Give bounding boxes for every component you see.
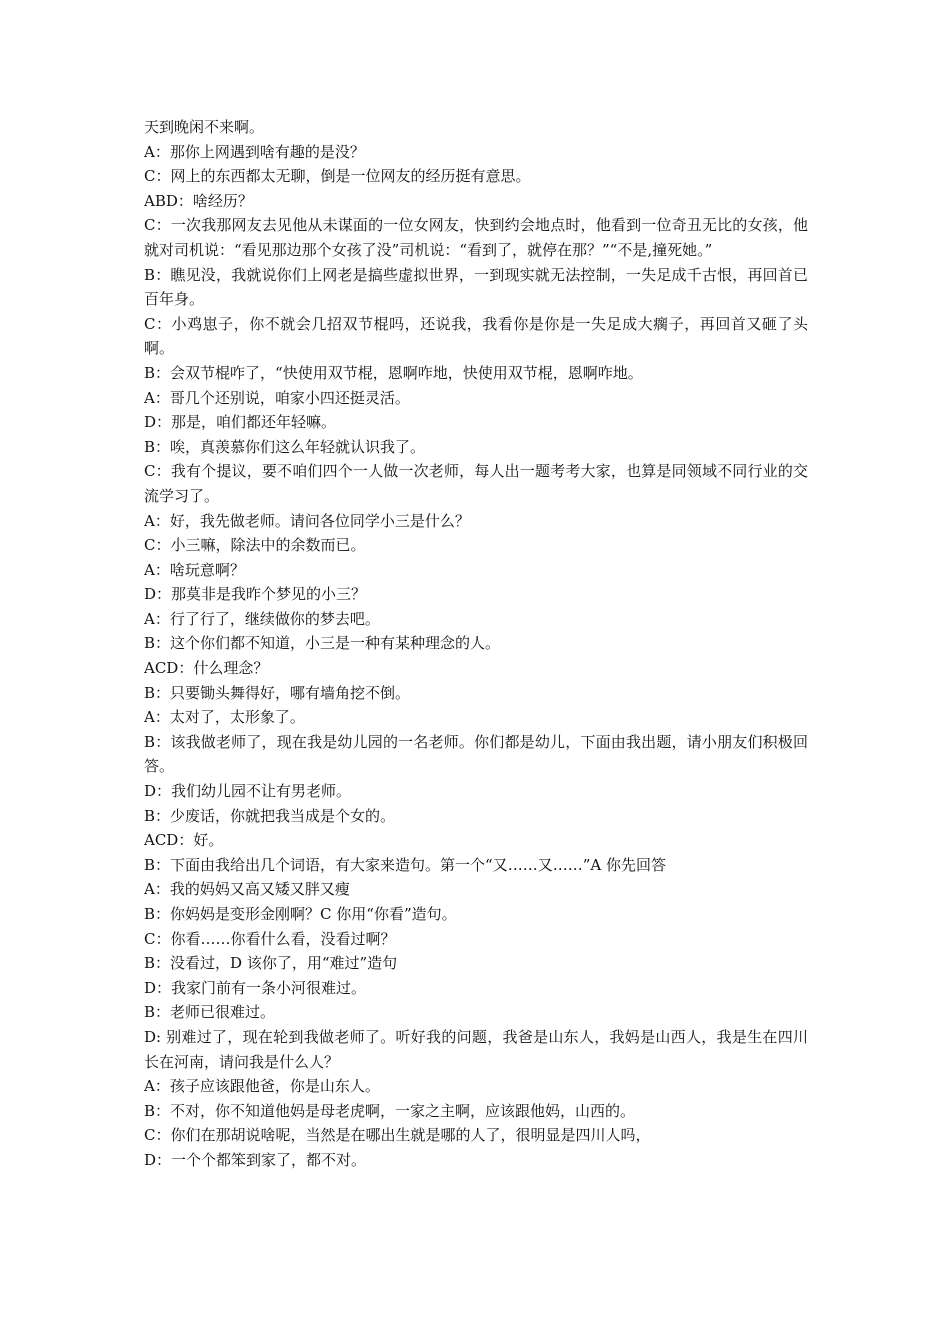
dialogue-line: A：我的妈妈又高又矮又胖又瘦 — [144, 880, 350, 899]
dialogue-line: ACD：好。 — [144, 831, 224, 850]
dialogue-line: C：小三嘛，除法中的余数而已。 — [144, 536, 366, 555]
dialogue-line: C：我有个提议，要不咱们四个一人做一次老师，每人出一题考考大家，也算是同领域不同行业的交流学习了。 — [144, 462, 808, 505]
dialogue-line: D：一个个都笨到家了，都不对。 — [144, 1150, 367, 1169]
dialogue-line: B：该我做老师了，现在我是幼儿园的一名老师。你们都是幼儿，下面由我出题，请小朋友们积极回答。 — [144, 732, 808, 776]
dialogue-line: A：那你上网遇到啥有趣的是没？ — [144, 142, 365, 161]
dialogue-line: 天到晚闲不来啊。 — [144, 118, 265, 136]
dialogue-line: A：好，我先做老师。请问各位同学小三是什么？ — [144, 511, 470, 530]
dialogue-line: D：我们幼儿园不让有男老师。 — [144, 782, 352, 801]
dialogue-line: B：唉，真羡慕你们这么年轻就认识我了。 — [144, 437, 426, 456]
dialogue-line: C：你们在那胡说啥呢，当然是在哪出生就是哪的人了，很明显是四川人吗， — [144, 1126, 651, 1145]
dialogue-line: B：下面由我给出几个词语，有大家来造句。第一个“又……又……”A 你先回答 — [144, 855, 666, 874]
dialogue-line: A：哥几个还别说，咱家小四还挺灵活。 — [144, 388, 410, 407]
dialogue-line: C：你看……你看什么看，没看过啊？ — [144, 929, 396, 948]
dialogue-line: ABD：啥经历？ — [144, 191, 253, 210]
dialogue-line: D：那是，咱们都还年轻嘛。 — [144, 413, 337, 432]
dialogue-line: B：这个你们都不知道，小三是一种有某种理念的人。 — [144, 634, 501, 653]
dialogue-line: B：没看过，D 该你了，用“难过”造句 — [144, 954, 398, 973]
dialogue-line: A：啥玩意啊？ — [144, 560, 245, 579]
dialogue-line: C：小鸡崽子，你不就会几招双节棍吗，还说我，我看你是你是一失足成大瘸子，再回首又砸了头啊。 — [144, 314, 808, 358]
dialogue-line: B：只要锄头舞得好，哪有墙角挖不倒。 — [144, 683, 411, 702]
document-body — [144, 115, 808, 1173]
dialogue-line: D：那莫非是我昨个梦见的小三？ — [144, 585, 367, 604]
dialogue-line: A：孩子应该跟他爸，你是山东人。 — [144, 1077, 380, 1096]
dialogue-line: A：行了行了，继续做你的梦去吧。 — [144, 609, 380, 628]
dialogue-line: D: 别难过了，现在轮到我做老师了。听好我的问题，我爸是山东人，我妈是山西人，我是生在四川长在河南，请问我是什么人？ — [144, 1027, 808, 1071]
dialogue-line: B：瞧见没，我就说你们上网老是搞些虚拟世界，一到现实就无法控制，一失足成千古恨，再回首已百年身。 — [144, 265, 808, 309]
dialogue-line: B：老师已很难过。 — [144, 1003, 276, 1022]
dialogue-line: B：少废话，你就把我当成是个女的。 — [144, 806, 396, 825]
dialogue-line: B：会双节棍咋了，“快使用双节棍，恩啊咋地，快使用双节棍，恩啊咋地。 — [144, 363, 643, 382]
dialogue-line: B：你妈妈是变形金刚啊？C 你用“你看”造句。 — [144, 905, 457, 923]
dialogue-line: C：网上的东西都太无聊，倒是一位网友的经历挺有意思。 — [144, 167, 531, 186]
dialogue-line: ACD：什么理念？ — [144, 659, 269, 678]
dialogue-line: A：太对了，太形象了。 — [144, 708, 305, 727]
dialogue-line: B：不对，你不知道他妈是母老虎啊，一家之主啊，应该跟他妈，山西的。 — [144, 1101, 636, 1120]
dialogue-line: D：我家门前有一条小河很难过。 — [144, 978, 367, 997]
dialogue-line: C：一次我那网友去见他从未谋面的一位女网友，快到约会地点时，他看到一位奇丑无比的女孩，他就对司机说：“看见那边那个女孩了没”司机说：“看到了，就停在那？”“不是,撞死她。” — [144, 216, 808, 259]
